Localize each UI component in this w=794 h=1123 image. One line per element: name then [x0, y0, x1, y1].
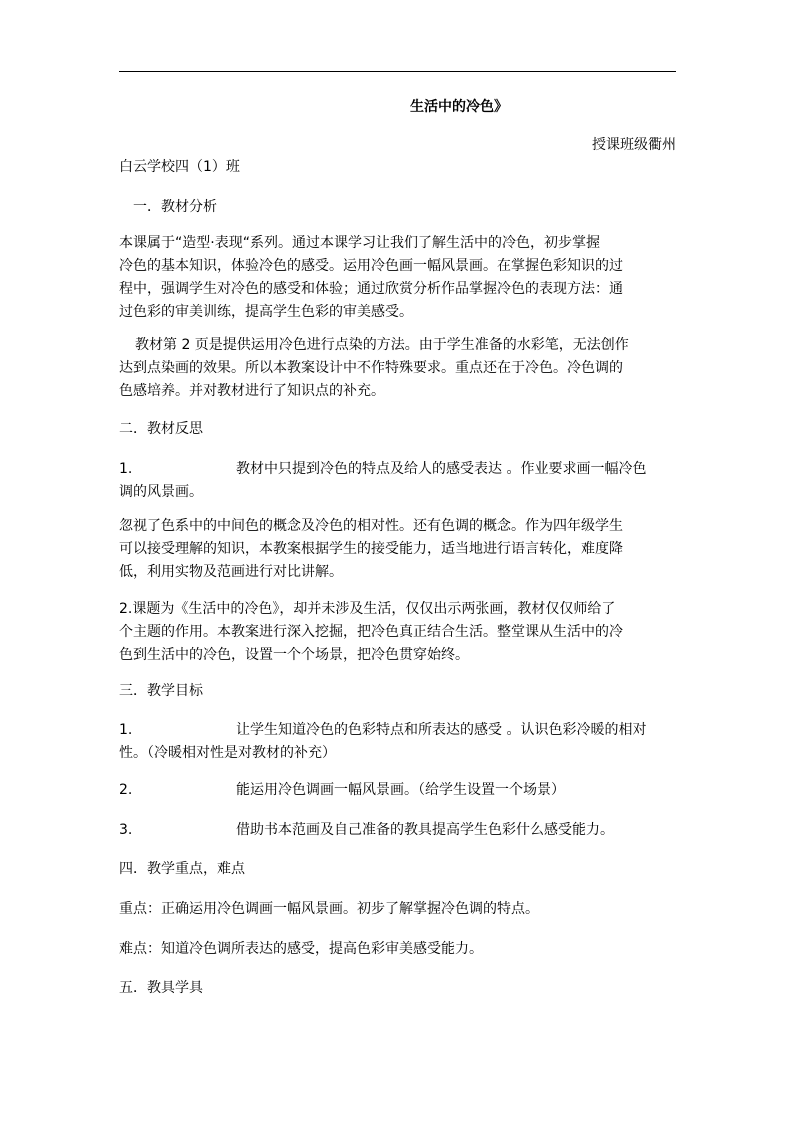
list-text: 教材中只提到冷色的特点及给人的感受表达 。作业要求画一幅冷色: [236, 461, 647, 477]
paragraph-line: 低，利用实物及范画进行对比讲解。: [119, 564, 343, 580]
difficult-point: 难点：知道冷色调所表达的感受，提高色彩审美感受能力。: [119, 941, 483, 957]
list-number: 3.: [119, 822, 133, 838]
section-1-paragraph-1: [119, 232, 676, 324]
list-text-continued: 调的风景画。: [119, 484, 203, 500]
paragraph-line: 2.课题为《生活中的冷色》，却并未涉及生活，仅仅出示两张画，教材仅仅师给了: [119, 601, 616, 617]
key-point: 重点：正确运用冷色调画一幅风景画。初步了解掌握冷色调的特点。: [119, 901, 539, 917]
section-1-heading: 一．教材分析: [133, 199, 217, 215]
paragraph-line: 冷色的基本知识，体验冷色的感受。运用冷色画一幅风景画。在掌握色彩知识的过: [119, 258, 623, 274]
paragraph-line: 达到点染画的效果。所以本教案设计中不作特殊要求。重点还在于冷色。冷色调的: [119, 360, 623, 376]
section-2-item-1: [119, 458, 676, 504]
section-3-heading: 三．教学目标: [119, 683, 203, 699]
list-text: 借助书本范画及自己准备的教具提高学生色彩什么感受能力。: [236, 822, 614, 838]
paragraph-line: 可以接受理解的知识，本教案根据学生的接受能力，适当地进行语言转化，难度降: [119, 541, 623, 557]
list-number: 1.: [119, 722, 133, 738]
paragraph-line: 忽视了色系中的中间色的概念及冷色的相对性。还有色调的概念。作为四年级学生: [119, 518, 623, 534]
list-text: 能运用冷色调画一幅风景画。（给学生设置一个场景）: [236, 782, 565, 798]
section-2-heading: 二．教材反思: [119, 421, 203, 437]
document-title: 生活中的冷色》: [410, 99, 508, 115]
paragraph-line: 过色彩的审美训练，提高学生色彩的审美感受。: [119, 304, 413, 320]
list-text-continued: 性。（冷暖相对性是对教材的补充）: [119, 745, 336, 761]
paragraph-line: 本课属于“造型·表现“系列。通过本课学习让我们了解生活中的冷色，初步掌握: [119, 235, 600, 251]
section-4-heading: 四．教学重点，难点: [119, 861, 245, 877]
paragraph-line: 色到生活中的冷色，设置一个个场景，把冷色贯穿始终。: [119, 647, 469, 663]
list-number: 2.: [119, 782, 133, 798]
header-rule: [119, 71, 676, 72]
section-2-paragraph-1: [119, 515, 676, 584]
section-1-paragraph-2: [119, 334, 676, 403]
goal-item-2: [119, 779, 676, 802]
paragraph-line: 程中，强调学生对冷色的感受和体验；通过欣赏分析作品掌握冷色的表现方法：通: [119, 281, 623, 297]
section-2-paragraph-2: [119, 598, 676, 667]
goal-item-1: [119, 719, 676, 765]
goal-item-3: [119, 819, 676, 842]
list-number: 1.: [119, 461, 133, 477]
list-text: 让学生知道冷色的色彩特点和所表达的感受 。认识色彩冷暖的相对: [236, 722, 647, 738]
section-5-heading: 五．教具学具: [119, 980, 203, 996]
school-line: 白云学校四（1）班: [119, 159, 240, 175]
teacher-line: 授课班级衢州: [592, 137, 676, 153]
paragraph-line: 教材第 2 页是提供运用冷色进行点染的方法。由于学生准备的水彩笔，无法创作: [135, 337, 629, 353]
paragraph-line: 色感培养。并对教材进行了知识点的补充。: [119, 383, 385, 399]
paragraph-line: 个主题的作用。本教案进行深入挖掘，把冷色真正结合生活。整堂课从生活中的冷: [119, 624, 623, 640]
